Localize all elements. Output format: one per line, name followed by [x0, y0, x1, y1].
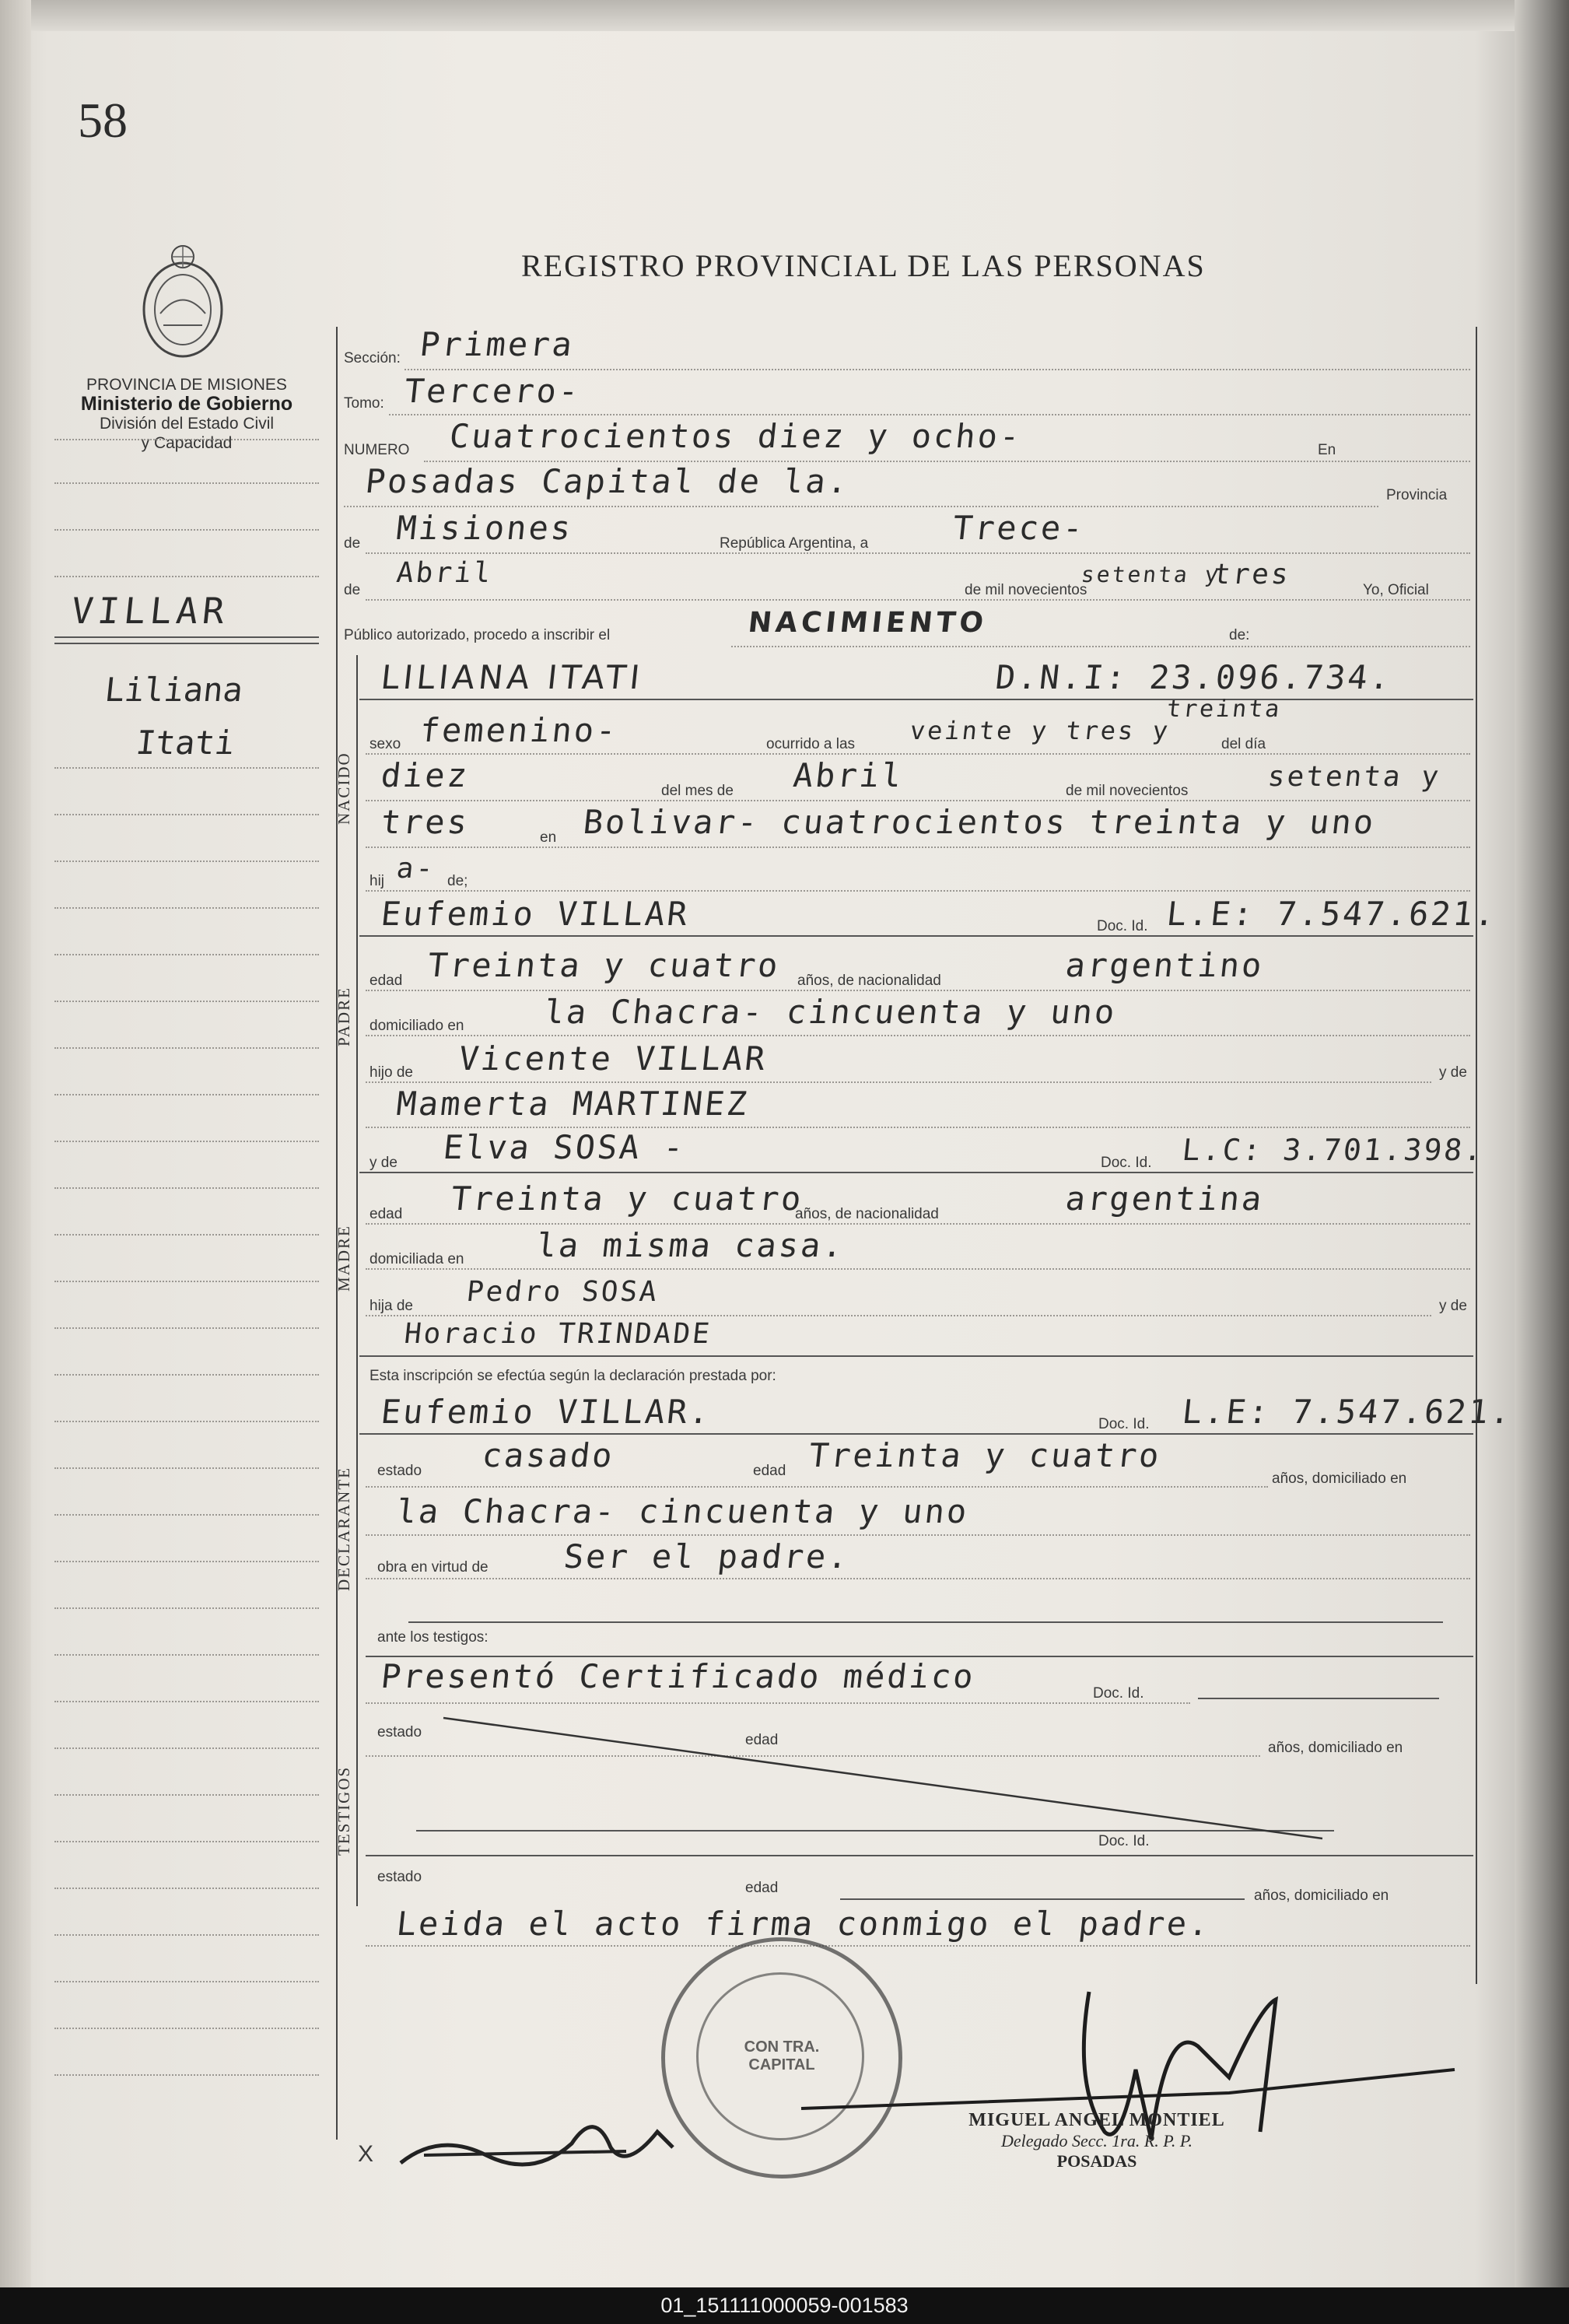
nacido-dia-value: diez: [379, 756, 471, 794]
margin-rule: [54, 643, 319, 644]
yo-oficial-label: Yo, Oficial: [1363, 582, 1429, 598]
margin-surname: VILLAR: [69, 590, 232, 632]
hora-value: veinte y tres y: [909, 716, 1171, 745]
margin-rule: [54, 814, 319, 815]
line-rule: [405, 369, 1470, 370]
margin-rule: [54, 1701, 319, 1702]
margin-rule: [54, 1888, 319, 1889]
declarante-doc-label: Doc. Id.: [1098, 1416, 1150, 1432]
page-left-edge: [0, 0, 31, 2287]
madre-doc-value: L.C: 3.701.398.: [1180, 1133, 1487, 1167]
nacido-decada-value: setenta y: [1266, 761, 1443, 793]
testigo1-estado-label: estado: [377, 1724, 422, 1740]
declarante-obra-value: Ser el padre.: [562, 1537, 853, 1576]
testigo1-domic-label: años, domiciliado en: [1268, 1740, 1403, 1756]
de-semicolon-label: de;: [447, 873, 468, 889]
declarante-intro-label: Esta inscripción se efectúa según la declaración prestada por:: [369, 1368, 776, 1384]
registry-title: REGISTRO PROVINCIAL DE LAS PERSONAS: [521, 248, 1206, 283]
ministry-division-2: y Capacidad: [141, 434, 233, 452]
margin-rule: [54, 1841, 319, 1842]
section-declarante-label: DECLARANTE: [334, 1467, 353, 1591]
line-rule: [366, 890, 1470, 892]
margin-rule: [54, 2028, 319, 2029]
line-rule: [366, 599, 1470, 601]
madre-domicilio-label: domiciliada en: [369, 1251, 464, 1267]
signature-x-mark: X: [358, 2141, 374, 2167]
line-rule: [359, 1433, 1473, 1435]
void-diagonal-line: [436, 1710, 1330, 1842]
margin-rule: [54, 1514, 319, 1516]
numero-label: NUMERO: [344, 442, 410, 458]
declarante-domic-label: años, domiciliado en: [1272, 1470, 1407, 1487]
section-nacido-label: NACIDO: [334, 752, 353, 825]
folio-number: 58: [78, 93, 128, 148]
padre-nac-value: argentino: [1063, 946, 1266, 984]
tomo-label: Tomo:: [344, 395, 384, 412]
line-rule: [366, 1315, 1431, 1316]
nacido-anio-value: tres: [379, 803, 471, 841]
margin-rule: [54, 861, 319, 862]
ministry-province: PROVINCIA DE MISIONES: [86, 376, 287, 394]
official-block: [910, 2110, 1284, 2172]
sexo-label: sexo: [369, 736, 401, 752]
del-mes-label: del mes de: [661, 783, 734, 799]
nacido-mes-value: Abril: [791, 756, 906, 794]
nacido-mil-label: de mil novecientos: [1066, 783, 1189, 799]
madre-doc-label: Doc. Id.: [1101, 1155, 1152, 1171]
nacido-nombre-value: LILIANA ITATI: [379, 658, 646, 696]
margin-rule: [54, 954, 319, 955]
declarante-edad-label: edad: [753, 1463, 786, 1479]
stamp-text: CON TRA. CAPITAL: [744, 2038, 820, 2073]
line-rule: [359, 935, 1473, 937]
line-rule: [1198, 1698, 1439, 1699]
ministry-block: [54, 375, 319, 453]
margin-rule: [54, 1934, 319, 1936]
padre-madre-value: Mamerta MARTINEZ: [394, 1085, 751, 1123]
image-id-footer: 01_151111000059-001583: [0, 2287, 1569, 2324]
testigo2-doc-label: Doc. Id.: [1098, 1833, 1150, 1849]
testigo1-value: Presentó Certificado médico: [379, 1657, 978, 1695]
margin-rule: [54, 1981, 319, 1982]
seccion-value: Primera: [418, 325, 576, 363]
book-binding: [1515, 0, 1569, 2287]
tomo-value: Tercero-: [402, 372, 583, 410]
line-rule: [366, 990, 1470, 991]
republica-label: República Argentina, a: [720, 535, 869, 552]
padre-domicilio-label: domiciliado en: [369, 1018, 464, 1034]
margin-rule: [54, 1281, 319, 1282]
margin-rule: [54, 576, 319, 577]
ministry-name: Ministerio de Gobierno: [80, 393, 293, 415]
line-rule: [366, 1578, 1470, 1579]
numero-value: Cuatrocientos diez y ocho-: [447, 417, 1024, 455]
padre-domicilio-value: la Chacra- cincuenta y uno: [542, 993, 1119, 1031]
madre-padre-value: Pedro SOSA: [464, 1276, 660, 1308]
margin-rule: [54, 1561, 319, 1562]
line-rule: [359, 699, 1473, 700]
madre-edad-value: Treinta y cuatro: [449, 1180, 806, 1218]
margin-rule: [54, 1607, 319, 1609]
madre-domicilio-value: la misma casa.: [534, 1226, 847, 1264]
margin-rule: [54, 529, 319, 531]
margin-rule: [54, 1234, 319, 1236]
coat-of-arms-icon: [137, 240, 229, 364]
madre-yde2-label: y de: [1439, 1298, 1467, 1314]
line-rule: [366, 1486, 1268, 1488]
margin-rule: [54, 2074, 319, 2076]
line-rule: [366, 1534, 1470, 1536]
margin-given-name-2: Itati: [134, 724, 237, 762]
margin-rule: [54, 1094, 319, 1095]
official-title: Delegado Secc. 1ra. R. P. P.: [1000, 2131, 1193, 2150]
declarant-signature-icon: [393, 2101, 688, 2186]
nacido-lugar-value: Bolivar- cuatrocientos treinta y uno: [581, 803, 1378, 841]
acto-value: NACIMIENTO: [746, 607, 989, 639]
declarante-domicilio-value: la Chacra- cincuenta y uno: [394, 1492, 972, 1530]
margin-rule: [54, 1421, 319, 1422]
line-rule: [359, 1172, 1473, 1173]
padre-nombre-value: Eufemio VILLAR: [379, 895, 692, 933]
ministry-division: División del Estado Civil: [99, 415, 275, 433]
declarante-doc-value: L.E: 7.547.621.: [1180, 1393, 1515, 1431]
line-rule: [366, 1035, 1470, 1036]
margin-rule: [54, 1047, 319, 1049]
testigos-ante-label: ante los testigos:: [377, 1629, 489, 1646]
margin-rule: [54, 1001, 319, 1002]
hij-label: hij: [369, 873, 385, 889]
margin-rule: [54, 1794, 319, 1796]
madre-madre-value: Horacio TRINDADE: [402, 1318, 713, 1350]
line-rule: [366, 847, 1470, 848]
page-top-edge: [0, 0, 1569, 31]
line-rule: [366, 800, 1470, 801]
publico-label: Público autorizado, procedo a inscribir el: [344, 627, 611, 643]
official-name: MIGUEL ANGEL MONTIEL: [968, 2110, 1225, 2130]
padre-edad-label: edad: [369, 973, 403, 989]
margin-rule: [54, 1467, 319, 1469]
line-rule: [366, 552, 1470, 554]
del-dia-label: del día: [1221, 736, 1266, 752]
section-divider: [356, 1681, 358, 1906]
margin-given-name-1: Liliana: [103, 671, 245, 709]
margin-rule: [54, 439, 319, 440]
de-colon-label: de:: [1229, 627, 1250, 643]
padre-doc-value: L.E: 7.547.621.: [1164, 895, 1499, 933]
padre-hijo-label: hijo de: [369, 1064, 413, 1081]
line-rule: [366, 1855, 1473, 1856]
declarante-estado-label: estado: [377, 1463, 422, 1479]
sexo-value: femenino-: [418, 711, 621, 749]
testigo2-edad-label: edad: [745, 1880, 779, 1896]
madre-hija-label: hija de: [369, 1298, 413, 1314]
hij-value: a-: [394, 853, 437, 885]
fecha-dia-value: Trece-: [951, 509, 1087, 547]
margin-rule: [54, 1747, 319, 1749]
padre-yde-label: y de: [1439, 1064, 1467, 1081]
testigo1-doc-label: Doc. Id.: [1093, 1685, 1144, 1702]
declarante-estado-value: casado: [480, 1436, 617, 1474]
official-city: POSADAS: [1056, 2151, 1137, 2171]
de-label: de: [344, 535, 361, 552]
testigo2-estado-label: estado: [377, 1869, 422, 1885]
padre-doc-label: Doc. Id.: [1097, 918, 1148, 934]
section-testigos-label: TESTIGOS: [334, 1765, 353, 1856]
line-rule: [366, 1081, 1431, 1083]
margin-rule: [54, 1654, 319, 1656]
en-label: En: [1318, 442, 1336, 458]
madre-nac-label: años, de nacionalidad: [795, 1206, 939, 1222]
section-madre-label: MADRE: [334, 1225, 353, 1292]
margin-rule: [54, 482, 319, 484]
en-label-2: en: [540, 829, 557, 846]
margin-rule: [54, 636, 319, 638]
anio-value: tres: [1211, 559, 1292, 591]
mil-novecientos-label: de mil novecientos: [965, 582, 1087, 598]
line-rule: [366, 1223, 1470, 1225]
cierre-value: Leida el acto firma conmigo el padre.: [394, 1905, 1214, 1943]
margin-rule: [54, 1187, 319, 1189]
ocurrido-label: ocurrido a las: [766, 736, 856, 752]
testigo2-domic-label: años, domiciliado en: [1254, 1888, 1389, 1904]
section-divider: [356, 655, 358, 1682]
line-rule: [366, 1702, 1190, 1704]
padre-padre-value: Vicente VILLAR: [457, 1039, 769, 1078]
madre-yde-label: y de: [369, 1155, 398, 1171]
margin-rule: [54, 907, 319, 909]
de-label-2: de: [344, 582, 361, 598]
padre-nac-label: años, de nacionalidad: [797, 973, 941, 989]
declarante-edad-value: Treinta y cuatro: [807, 1436, 1164, 1474]
section-padre-label: PADRE: [334, 987, 353, 1046]
madre-edad-label: edad: [369, 1206, 403, 1222]
padre-edad-value: Treinta y cuatro: [426, 946, 783, 984]
minutos-value: treinta: [1165, 696, 1284, 723]
line-rule: [366, 1268, 1470, 1270]
line-rule: [731, 646, 1470, 647]
provincia-label: Provincia: [1386, 487, 1448, 503]
margin-rule: [54, 1374, 319, 1376]
decada-value: setenta y: [1080, 562, 1222, 587]
madre-nombre-value: Elva SOSA -: [441, 1128, 688, 1166]
lugar-value: Posadas Capital de la.: [363, 462, 852, 500]
margin-rule: [54, 1327, 319, 1329]
testigo1-edad-label: edad: [745, 1732, 779, 1748]
line-rule: [344, 506, 1378, 507]
line-rule: [389, 414, 1470, 415]
line-rule: [359, 1355, 1473, 1357]
line-rule: [366, 1945, 1470, 1947]
margin-rule: [54, 767, 319, 769]
line-rule: [408, 1621, 1443, 1623]
line-rule: [840, 1898, 1245, 1900]
provincia-value: Misiones: [394, 509, 575, 547]
margin-rule: [54, 1141, 319, 1142]
fecha-mes-value: Abril: [394, 557, 495, 589]
line-rule: [366, 753, 1470, 755]
seccion-label: Sección:: [344, 350, 401, 366]
declarante-nombre-value: Eufemio VILLAR.: [379, 1393, 713, 1431]
madre-nac-value: argentina: [1063, 1180, 1266, 1218]
declarante-obra-label: obra en virtud de: [377, 1559, 489, 1576]
nacido-dni-value: D.N.I: 23.096.734.: [993, 658, 1394, 696]
